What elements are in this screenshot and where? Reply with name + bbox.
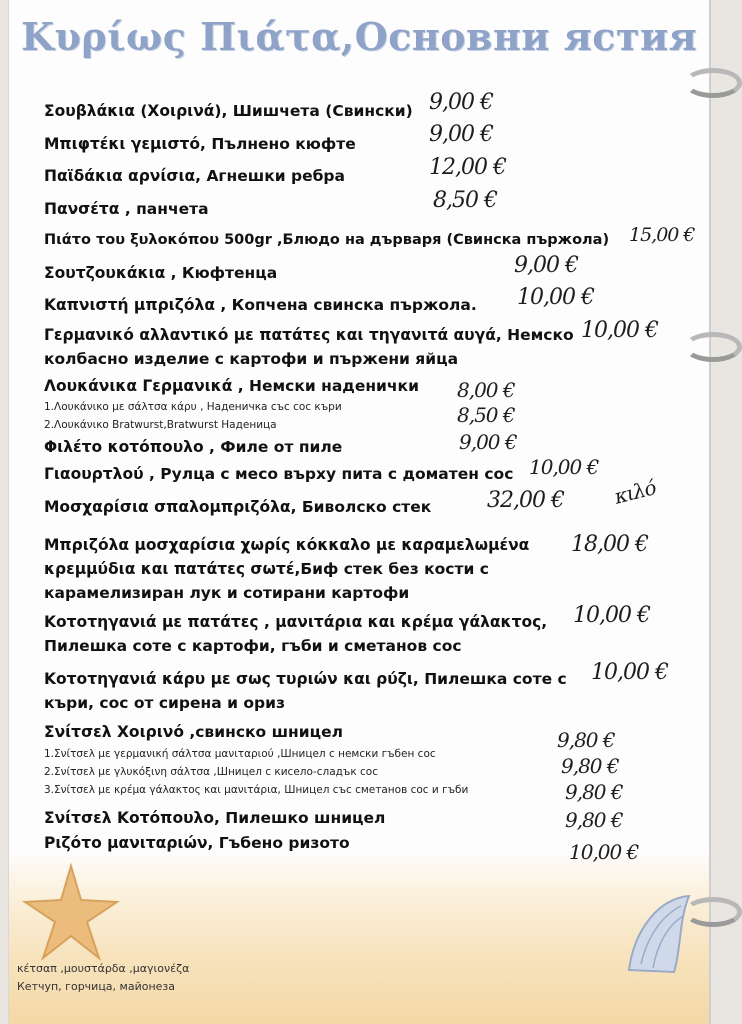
- footer-condiments-greek: κέτσαπ ,μουστάρδα ,μαγιονέζα: [17, 962, 190, 975]
- menu-item-name: Φιλέτο κοτόπουλο , Филе от пиле: [44, 438, 343, 456]
- menu-item-name: къри, сос от сирена и ориз: [44, 694, 285, 712]
- menu-item-name: Πανσέτα , панчета: [44, 200, 209, 218]
- binder-ring: [684, 332, 742, 362]
- menu-item-name: Μοσχαρίσια σπαλομπριζόλα, Биволско стек: [44, 498, 432, 516]
- menu-item-price: 10,00 €: [591, 660, 668, 685]
- menu-subitem: 2.Λουκάνικο Bratwurst,Bratwurst Наденица: [44, 419, 277, 431]
- menu-item-price: 8,50 €: [433, 188, 497, 213]
- menu-item-price: 9,00 €: [459, 430, 517, 454]
- menu-item-name: Καπνιστή μπριζόλα , Копчена свинска пържола.: [44, 296, 477, 314]
- menu-item-price: 9,80 €: [565, 808, 623, 832]
- menu-item-name: κρεμμύδια και πατάτες σωτέ,Биф стек без кости с: [44, 560, 489, 578]
- menu-item-price: 10,00 €: [529, 455, 599, 479]
- menu-item-name: Κοτοτηγανιά με πατάτες , μανιτάρια και κρέμα γάλακτος,: [44, 613, 548, 631]
- menu-item-price: 10,00 €: [573, 603, 650, 628]
- menu-item-price: 32,00 €: [487, 488, 564, 513]
- menu-item-price: 9,00 €: [514, 253, 578, 278]
- menu-item-name: Λουκάνικα Γερμανικά , Немски наденички: [44, 377, 419, 395]
- menu-item-name: Пилешка соте с картофи, гъби и сметанов сос: [44, 637, 462, 655]
- menu-subitem-price: 8,00 €: [457, 378, 515, 402]
- binder-ring: [684, 68, 742, 98]
- menu-item-price: 9,00 €: [429, 122, 493, 147]
- menu-item-price: 10,00 €: [581, 318, 658, 343]
- menu-item-name: Σνίτσελ Κοτόπουλο, Пилешко шницел: [44, 809, 386, 827]
- menu-subitem: 2.Σνίτσελ με γλυκόξινη σάλτσα ,Шницел с кисело-сладък сос: [44, 766, 378, 778]
- menu-item-price: 12,00 €: [429, 155, 506, 180]
- page-title: Κυρίως Πιάτα,Основни ястия: [21, 14, 698, 59]
- menu-item-price: 18,00 €: [571, 532, 648, 557]
- menu-item-price: 10,00 €: [517, 285, 594, 310]
- starfish-icon: [21, 862, 121, 962]
- menu-item-name: Γερμανικό αλλαντικό με πατάτες και τηγανιτά αυγά, Немско: [44, 326, 574, 344]
- binder-ring: [684, 897, 742, 927]
- menu-item-name: Μπριζόλα μοσχαρίσια χωρίς κόκκαλο με καραμελωμένα: [44, 536, 530, 554]
- menu-subitem: 3.Σνίτσελ με κρέμα γάλακτος και μανιτάρια, Шницел със сметанов сос и гъби: [44, 784, 469, 796]
- menu-item-name: карамелизиран лук и сотирани картофи: [44, 584, 410, 602]
- menu-item-name: Παϊδάκια αρνίσια, Агнешки ребра: [44, 167, 345, 185]
- menu-item-price: 15,00 €: [629, 224, 695, 246]
- menu-subitem: 1.Σνίτσελ με γερμανική σάλτσα μανιταριού ,Шницел с немски гъбен сос: [44, 748, 436, 760]
- menu-item-name: Μπιφτέκι γεμιστό, Пълнено кюфте: [44, 135, 356, 153]
- menu-subitem-price: 8,50 €: [457, 403, 515, 427]
- menu-subitem-price: 9,80 €: [561, 754, 619, 778]
- menu-item-price: 9,00 €: [429, 90, 493, 115]
- per-kilo-note: κιλό: [611, 475, 658, 509]
- menu-item-name: Γιαουρτλού , Рулца с месо върху пита с доматен сос: [44, 465, 514, 483]
- footer-condiments-bulgarian: Кетчуп, горчица, майонеза: [17, 980, 176, 993]
- menu-subitem: 1.Λουκάνικο με σάλτσα κάρυ , Наденичка със сос къри: [44, 401, 342, 413]
- menu-item-name: Κοτοτηγανιά κάρυ με σως τυριών και ρύζι, Пилешка соте с: [44, 670, 567, 688]
- menu-subitem-price: 9,80 €: [557, 728, 615, 752]
- menu-page: [8, 0, 711, 1024]
- menu-item-price: 10,00 €: [569, 840, 639, 864]
- menu-subitem-price: 9,80 €: [565, 780, 623, 804]
- menu-item-name: Πιάτο του ξυλοκόπου 500gr ,Блюдо на дърваря (Свинска пържола): [44, 232, 610, 248]
- menu-item-name: Σουτζουκάκια , Кюфтенца: [44, 264, 278, 282]
- menu-item-name: Ριζότο μανιταριών, Гъбено ризото: [44, 834, 350, 852]
- menu-item-name: Σνίτσελ Χοιρινό ,свинско шницел: [44, 723, 343, 741]
- menu-item-name: колбасно изделие с картофи и пържени яйца: [44, 350, 459, 368]
- menu-item-name: Σουβλάκια (Χοιρινά), Шишчета (Свински): [44, 102, 413, 120]
